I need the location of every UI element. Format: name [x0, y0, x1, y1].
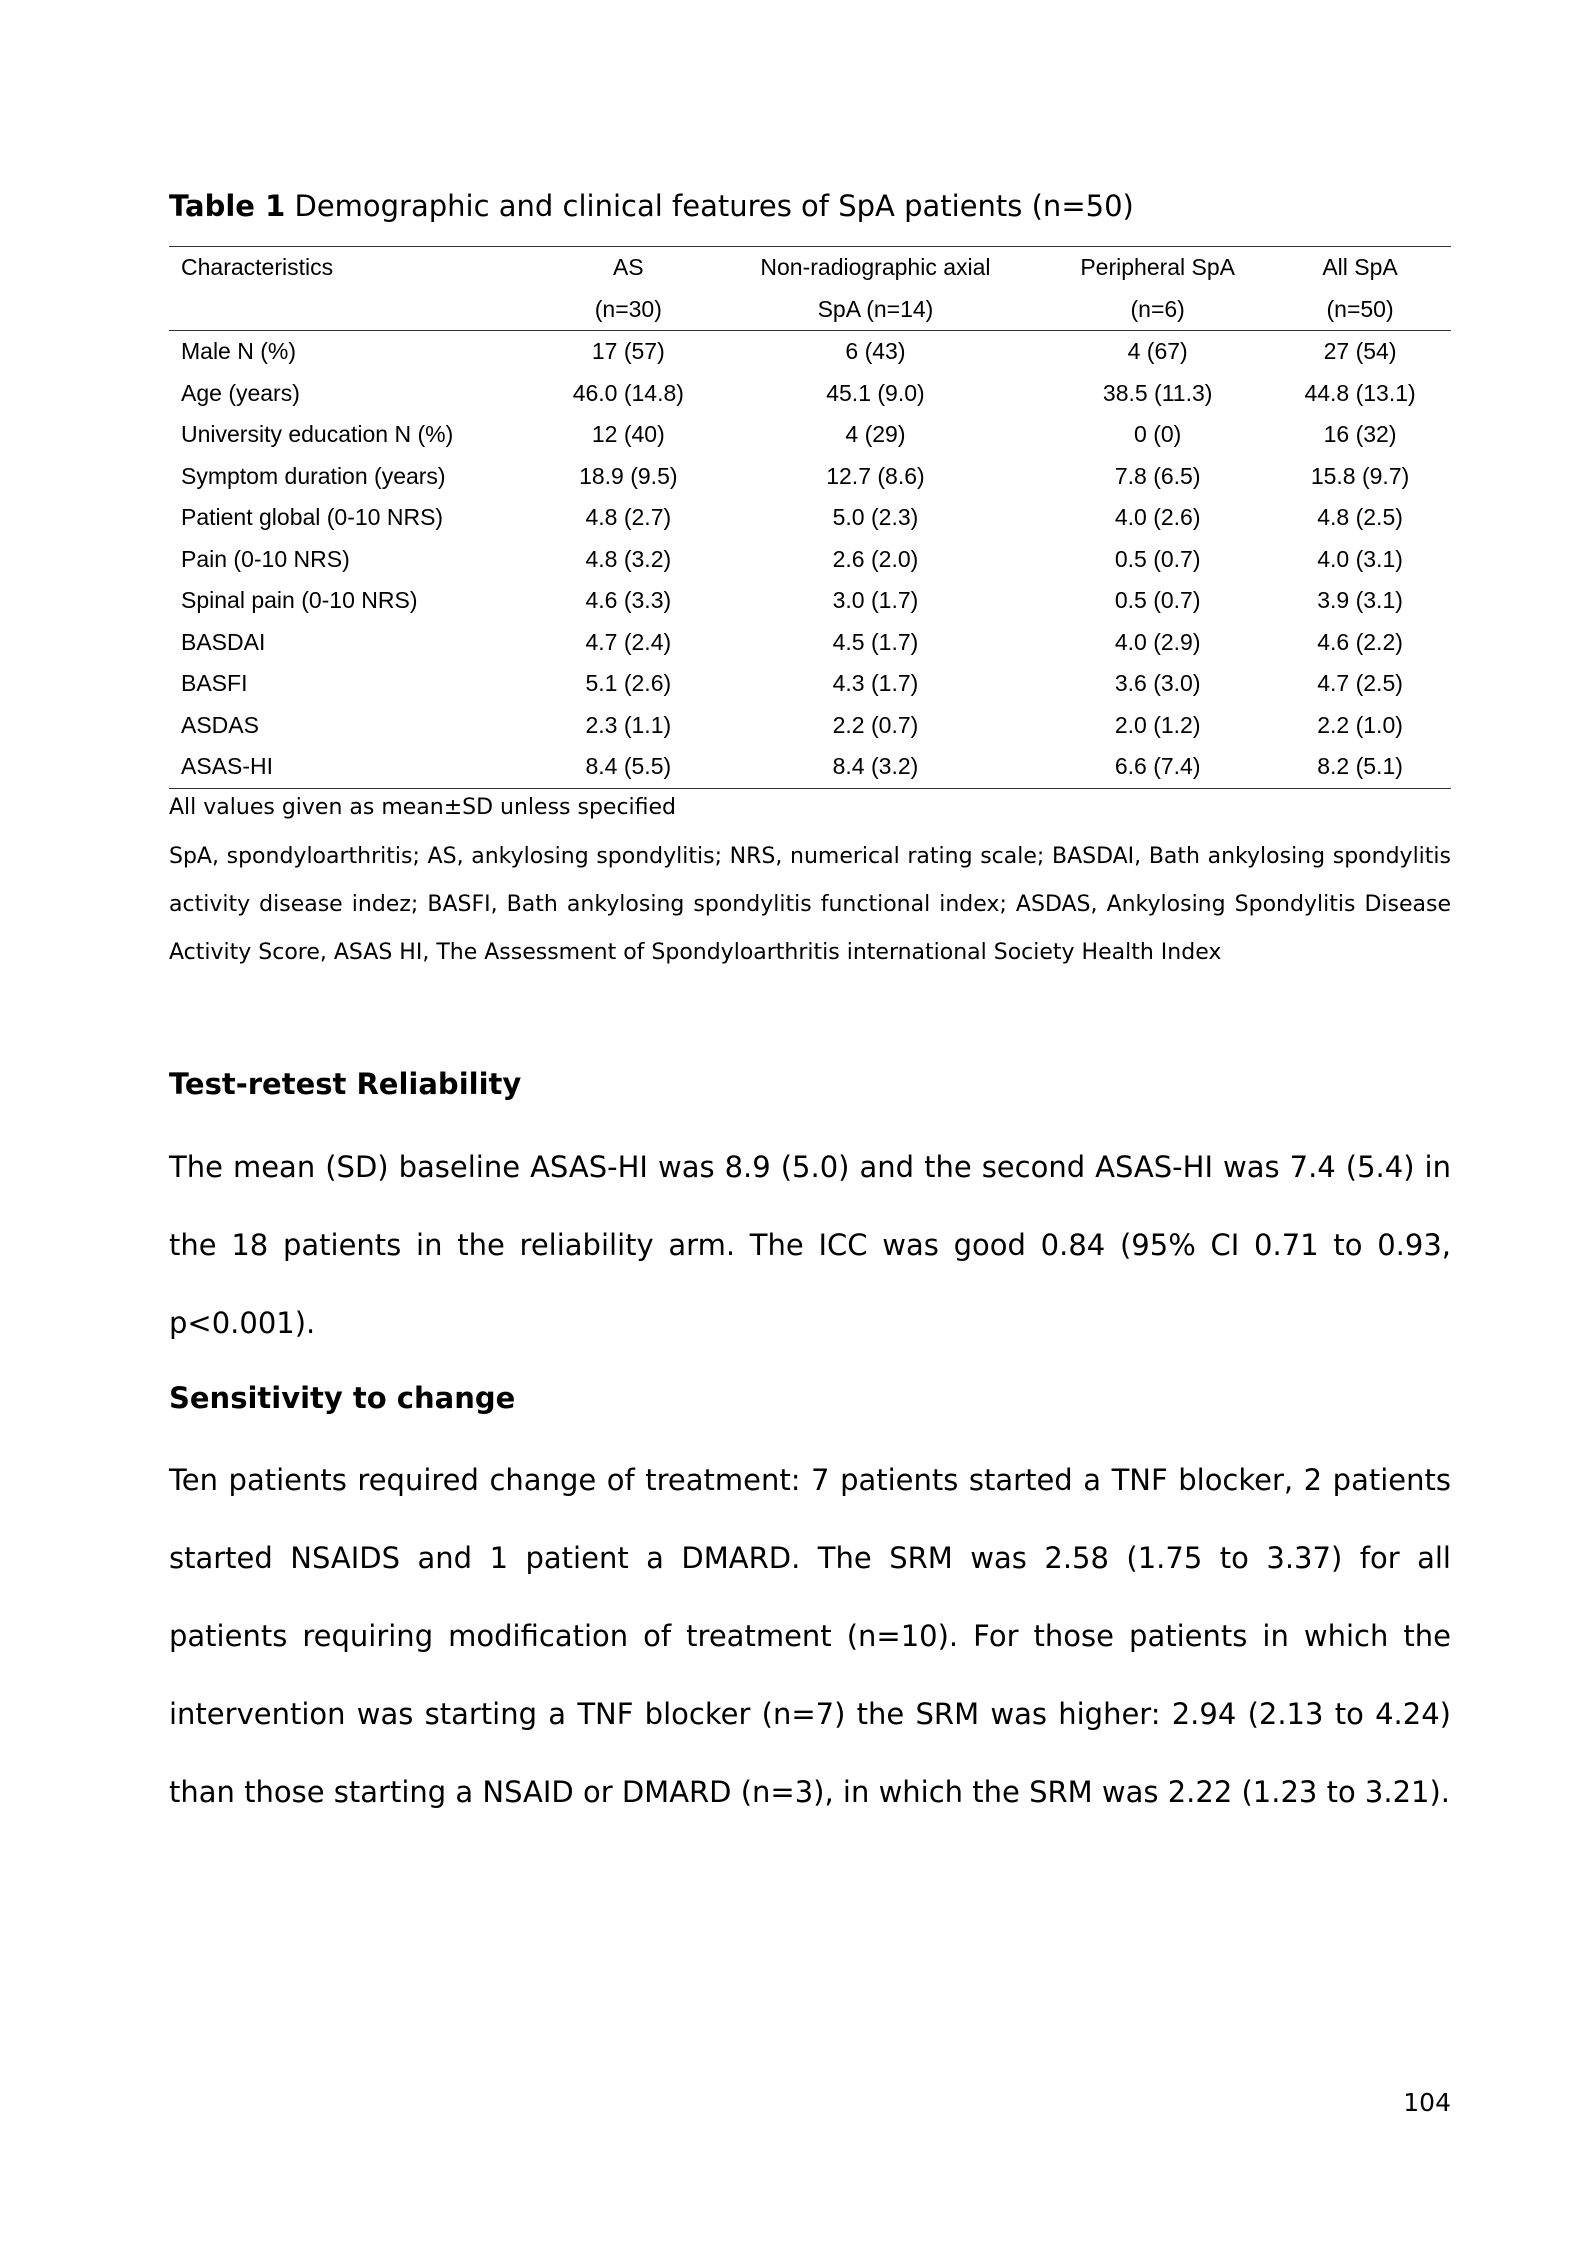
table-footnote-values: All values given as mean±SD unless specified: [169, 795, 677, 820]
row-label: Pain (0-10 NRS): [181, 545, 350, 572]
cell-all-spa: 3.9 (3.1): [1317, 587, 1403, 613]
cell-as: 4.8 (3.2): [585, 545, 672, 572]
cell-all-spa: 4.7 (2.5): [1317, 670, 1403, 696]
cell-nr-axial-spa: 8.4 (3.2): [705, 746, 1047, 788]
table-footnote-abbreviations: SpA, spondyloarthritis; AS, ankylosing spondylitis; NRS, numerical rating scale; BASDAI, Bath ankylosing spondylitis activity disease indez; BASFI, Bath ankylosing spondylitis functional index; ASDAS, Ankylosing Spondylitis Disease Activity Score, ASAS HI, The Assessment of Spondyloarthritis international Society Health Index: [169, 844, 1451, 965]
section-heading-reliability: Test-retest Reliability: [169, 1067, 522, 1101]
cell-peripheral-spa: 6.6 (7.4): [1046, 746, 1269, 788]
cell-all-spa: 16 (32): [1323, 421, 1397, 447]
cell-nr-axial-spa: 3.0 (1.7): [832, 587, 919, 613]
cell-as: 46.0 (14.8): [572, 379, 684, 406]
cell-all-spa: 4.6 (2.2): [1317, 628, 1403, 655]
header-peripheral-spa: Peripheral SpA: [1046, 247, 1269, 289]
row-label: BASFI: [181, 670, 248, 696]
row-label: Spinal pain (0-10 NRS): [181, 587, 418, 613]
cell-peripheral-spa: 38.5 (11.3): [1102, 379, 1213, 406]
cell-as: 4.8 (2.7): [585, 504, 672, 530]
row-label: University education N (%): [181, 421, 454, 447]
cell-all-spa: 4.8 (2.5): [1317, 504, 1403, 530]
table-header-row: [169, 247, 1451, 289]
cell-nr-axial-spa: 4.5 (1.7): [832, 628, 919, 655]
cell-peripheral-spa: 0.5 (0.7): [1114, 587, 1201, 613]
table-row: [169, 456, 1451, 498]
cell-peripheral-spa: 4.0 (2.6): [1114, 504, 1201, 530]
section-paragraph-sensitivity: Ten patients required change of treatment: 7 patients started a TNF blocker, 2 patients started NSAIDS and 1 patient a DMARD. The SRM was 2.58 (1.75 to 3.37) for all patients requiring modification of treatment (n=10). For those patients in which the intervention was starting a TNF blocker (n=7) the SRM was higher: 2.94 (2.13 to 4.24) than those starting a NSAID or DMARD (n=3), in which the SRM was 2.22 (1.23 to 3.21).: [169, 1463, 1451, 1809]
table-row: [169, 622, 1451, 664]
header-sub-nr-axial-spa: SpA (n=14): [705, 289, 1047, 331]
header-sub-all-spa: (n=50): [1269, 289, 1451, 331]
cell-all-spa: 44.8 (13.1): [1304, 379, 1416, 406]
cell-nr-axial-spa: 4.3 (1.7): [832, 670, 919, 696]
cell-as: 5.1 (2.6): [585, 670, 672, 696]
table-row: [169, 580, 1451, 622]
cell-all-spa: 8.2 (5.1): [1269, 746, 1451, 788]
cell-as: 12 (40): [591, 421, 665, 447]
page-number: 104: [1403, 2088, 1451, 2117]
row-label: Symptom duration (years): [181, 462, 446, 489]
cell-all-spa: 15.8 (9.7): [1310, 462, 1410, 489]
table-caption: [169, 186, 1134, 226]
table-row: [169, 373, 1451, 415]
row-label: ASAS-HI: [169, 746, 552, 788]
cell-all-spa: 2.2 (1.0): [1317, 711, 1403, 738]
cell-peripheral-spa: 0 (0): [1134, 421, 1182, 447]
cell-as: 4.7 (2.4): [585, 628, 672, 655]
row-label: Male N (%): [181, 338, 297, 364]
header-as: AS: [552, 247, 705, 289]
cell-as: 4.6 (3.3): [585, 587, 672, 613]
row-label: ASDAS: [181, 711, 259, 738]
cell-nr-axial-spa: 45.1 (9.0): [826, 379, 925, 406]
cell-peripheral-spa: 2.0 (1.2): [1114, 711, 1201, 738]
cell-as: 17 (57): [591, 338, 665, 364]
header-all-spa: All SpA: [1269, 247, 1451, 289]
table-row: [169, 414, 1451, 456]
cell-all-spa: 4.0 (3.1): [1317, 545, 1403, 572]
cell-as: 2.3 (1.1): [585, 711, 672, 738]
table-row: [169, 705, 1451, 747]
cell-nr-axial-spa: 6 (43): [845, 338, 906, 364]
table-caption-label: Table 1: [169, 189, 286, 223]
table-row: [169, 663, 1451, 705]
table-caption-text: Demographic and clinical features of SpA patients (n=50): [285, 189, 1134, 223]
cell-nr-axial-spa: 4 (29): [845, 421, 906, 447]
table-row: [169, 746, 1451, 788]
section-paragraph-reliability: The mean (SD) baseline ASAS-HI was 8.9 (5.0) and the second ASAS-HI was 7.4 (5.4) in the 18 patients in the reliability arm. The ICC was good 0.84 (95% CI 0.71 to 0.93, p<0.001).: [169, 1150, 1451, 1340]
header-sub-as: (n=30): [552, 289, 705, 331]
table-row: [169, 497, 1451, 539]
section-heading-sensitivity: Sensitivity to change: [169, 1381, 516, 1415]
row-label: BASDAI: [181, 628, 266, 655]
row-label: Age (years): [181, 379, 300, 406]
header-sub-characteristics: [169, 289, 552, 331]
cell-nr-axial-spa: 12.7 (8.6): [826, 462, 925, 489]
cell-peripheral-spa: 4 (67): [1127, 338, 1188, 364]
cell-peripheral-spa: 4.0 (2.9): [1114, 628, 1201, 655]
header-nr-axial-spa: Non-radiographic axial: [705, 247, 1047, 289]
table-header-row: [169, 289, 1451, 331]
cell-as: 8.4 (5.5): [552, 746, 705, 788]
header-sub-peripheral-spa: (n=6): [1046, 289, 1269, 331]
cell-nr-axial-spa: 2.2 (0.7): [832, 711, 919, 738]
cell-nr-axial-spa: 2.6 (2.0): [832, 545, 919, 572]
row-label: Patient global (0-10 NRS): [181, 504, 444, 530]
table-row: [169, 331, 1451, 373]
header-characteristics: Characteristics: [169, 247, 552, 289]
cell-peripheral-spa: 0.5 (0.7): [1114, 545, 1201, 572]
demographics-table: [169, 246, 1451, 789]
cell-peripheral-spa: 3.6 (3.0): [1114, 670, 1201, 696]
table-row: [169, 539, 1451, 581]
cell-peripheral-spa: 7.8 (6.5): [1114, 462, 1201, 489]
cell-nr-axial-spa: 5.0 (2.3): [832, 504, 919, 530]
cell-all-spa: 27 (54): [1323, 338, 1397, 364]
cell-as: 18.9 (9.5): [579, 462, 678, 489]
